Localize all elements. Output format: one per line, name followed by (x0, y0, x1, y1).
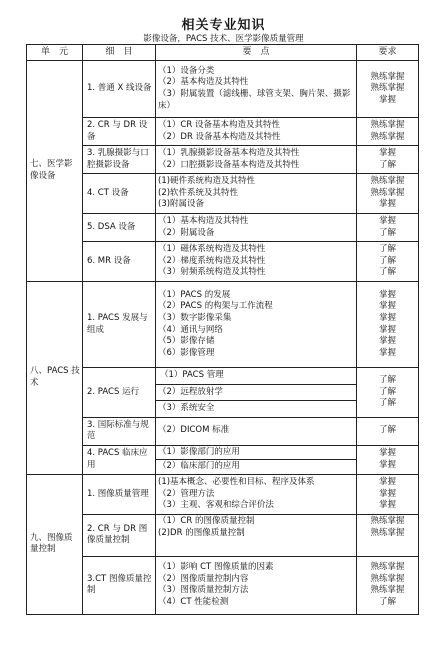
point-line: （1）影像部门的应用 (158, 446, 240, 457)
requirement-cell (357, 174, 419, 214)
table-row (27, 474, 419, 514)
points-cell (156, 368, 357, 418)
requirement-line: 了解 (378, 425, 396, 436)
requirement-line: 掌握 (378, 488, 396, 499)
table-row (27, 417, 419, 445)
point-line: (1)硬件系统构造及其特性 (158, 176, 256, 187)
points-cell (156, 242, 357, 282)
requirement-line: 熟练掌握 (370, 119, 405, 130)
table-row (27, 445, 419, 474)
unit-cell: 九、图像质量控制 (27, 474, 83, 614)
table-row (27, 118, 419, 146)
point-line: （2）远程放射学 (156, 384, 356, 401)
requirement-cell (357, 282, 419, 368)
table-row (27, 514, 419, 556)
points-cell (156, 556, 357, 614)
point-line: （4）通讯与网络 (158, 324, 223, 335)
point-line: （6）影像管理 (158, 347, 215, 358)
table-row (27, 242, 419, 282)
points-cell (156, 417, 357, 445)
point-line: （2）临床部门的应用 (156, 459, 356, 474)
header-requirement: 要求 (357, 45, 419, 61)
requirement-cell (357, 242, 419, 282)
points-cell (156, 146, 357, 174)
table-header-row (27, 45, 419, 61)
requirement-line: 熟练掌握 (370, 573, 405, 584)
detail-cell: 3. 乳腺摄影与口腔摄影设备 (83, 146, 156, 174)
header-unit: 单 元 (27, 45, 83, 61)
detail-cell: 2. CR 与 DR 图像质量控制 (83, 514, 156, 556)
detail-cell: 3. 国际标准与规范 (83, 417, 156, 445)
point-line: （1）CR 设备基本构造及其特性 (158, 119, 280, 130)
point-line: （2）DICOM 标准 (158, 425, 230, 436)
detail-cell: 3.CT 图像质量控制 (83, 556, 156, 614)
point-line: （1）磁体系统构造及其特性 (158, 244, 266, 255)
requirement-line: 掌握 (378, 215, 396, 226)
point-line: （1）PACS 管理 (160, 370, 224, 380)
points-cell (156, 514, 357, 556)
points-cell (156, 61, 357, 118)
points-cell (156, 118, 357, 146)
requirement-line: 熟练掌握 (370, 515, 405, 526)
requirement-line: 掌握 (378, 500, 396, 511)
requirement-cell (357, 118, 419, 146)
requirement-line: 了解 (378, 159, 396, 170)
point-line: (2)DR 的图像质量控制 (158, 527, 245, 538)
requirement-line: 熟练掌握 (370, 187, 405, 198)
point-line: （2）口腔摄影设备基本构造及其特性 (158, 159, 300, 170)
requirement-line: 掌握 (378, 324, 396, 335)
point-line: （2）图像质量控制内容 (158, 573, 249, 584)
requirement-line: 熟练掌握 (370, 585, 405, 596)
requirement-line: 了解 (378, 386, 396, 397)
point-line: （1）CR 的图像质量控制 (158, 515, 255, 526)
points-cell (156, 445, 357, 474)
unit-cell: 七、医学影像设备 (27, 61, 83, 282)
table-row (27, 174, 419, 214)
point-line: （3）数字影像采集 (158, 312, 232, 323)
table-row (27, 556, 419, 614)
table-row (27, 214, 419, 242)
requirement-line: 掌握 (378, 336, 396, 347)
point-line: （2）管理方法 (158, 488, 215, 499)
syllabus-table (26, 44, 419, 615)
requirement-line: 掌握 (378, 312, 396, 323)
point-line: (1)基本概念、必要性和目标、程序及体系 (158, 477, 315, 488)
points-cell (156, 474, 357, 514)
requirement-line: 熟练掌握 (370, 176, 405, 187)
requirement-cell (357, 368, 419, 418)
requirement-line: 了解 (378, 597, 396, 608)
requirement-line: 了解 (378, 227, 396, 238)
points-cell (156, 174, 357, 214)
requirement-line: 掌握 (378, 477, 396, 488)
point-line: （1）乳腺摄影设备基本构造及其特性 (158, 147, 300, 158)
detail-cell: 1. PACS 发展与组成 (83, 282, 156, 368)
detail-cell: 1. 图像质量管理 (83, 474, 156, 514)
requirement-line: 了解 (378, 244, 396, 255)
table-row (27, 146, 419, 174)
requirement-line: 了解 (378, 267, 396, 278)
table-row (27, 61, 419, 118)
requirement-line: 掌握 (378, 301, 396, 312)
point-line: （2）附属设备 (158, 227, 215, 238)
point-line: （1）PACS 的发展 (158, 289, 231, 300)
point-line: （1）基本构造及其特性 (158, 215, 249, 226)
header-points: 要 点 (156, 45, 357, 61)
requirement-cell (357, 417, 419, 445)
requirement-line: 熟练掌握 (370, 527, 405, 538)
detail-cell: 2. PACS 运行 (83, 368, 156, 418)
point-line: （1）设备分类 (158, 65, 215, 76)
point-line: （3）附属装置（滤线栅、球管支架、胸片架、摄影床） (158, 89, 351, 111)
requirement-line: 掌握 (378, 289, 396, 300)
table-row (27, 282, 419, 368)
requirement-line: 掌握 (378, 94, 396, 105)
unit-cell: 八、PACS 技术 (27, 282, 83, 475)
requirement-line: 掌握 (378, 459, 396, 470)
detail-cell: 1. 普通 X 线设备 (83, 61, 156, 118)
detail-cell: 4. PACS 临床应用 (83, 445, 156, 474)
table-row (27, 368, 419, 418)
requirement-cell (357, 556, 419, 614)
point-line: （2）DR 设备基本构造及其特性 (158, 131, 281, 142)
points-cell (156, 214, 357, 242)
requirement-line: 掌握 (378, 199, 396, 210)
requirement-cell (357, 214, 419, 242)
requirement-line: 掌握 (378, 448, 396, 459)
requirement-cell (357, 146, 419, 174)
point-line: （2）梯度系统构造及其特性 (158, 255, 266, 266)
point-line: （1）影响 CT 图像质量的因素 (158, 562, 274, 573)
point-line: （4）CT 性能检测 (158, 597, 229, 608)
requirement-line: 熟练掌握 (370, 83, 405, 94)
requirement-cell (357, 61, 419, 118)
points-cell (156, 282, 357, 368)
page-subtitle: 影像设备，PACS 技术、医学影像质量管理 (143, 34, 304, 44)
requirement-cell (357, 514, 419, 556)
requirement-line: 熟练掌握 (370, 562, 405, 573)
requirement-line: 熟练掌握 (370, 71, 405, 82)
requirement-line: 掌握 (378, 347, 396, 358)
point-line: （3）图像质量控制方法 (158, 585, 249, 596)
point-line: (3)附属设备 (158, 199, 205, 210)
detail-cell: 5. DSA 设备 (83, 214, 156, 242)
detail-cell: 2. CR 与 DR 设备 (83, 118, 156, 146)
requirement-line: 熟练掌握 (370, 131, 405, 142)
requirement-line: 了解 (378, 398, 396, 409)
point-line: （3）射频系统构造及其特性 (158, 267, 266, 278)
detail-cell: 4. CT 设备 (83, 174, 156, 214)
point-line: （3）主观、客观和综合评价法 (158, 500, 274, 511)
requirement-line: 了解 (378, 255, 396, 266)
point-line: （2）基本构造及其特性 (158, 77, 249, 88)
point-line: （5）影像存储 (158, 336, 215, 347)
requirement-cell (357, 474, 419, 514)
detail-cell: 6. MR 设备 (83, 242, 156, 282)
point-line: （3）系统安全 (156, 400, 356, 417)
point-line: （2）PACS 的构架与工作流程 (158, 301, 273, 312)
point-line: (2)软件系统及其特性 (158, 187, 239, 198)
requirement-line: 了解 (378, 375, 396, 385)
header-detail: 细 目 (83, 45, 156, 61)
requirement-cell (357, 445, 419, 474)
page-title: 相关专业知识 (181, 18, 266, 33)
requirement-line: 掌握 (378, 147, 396, 158)
